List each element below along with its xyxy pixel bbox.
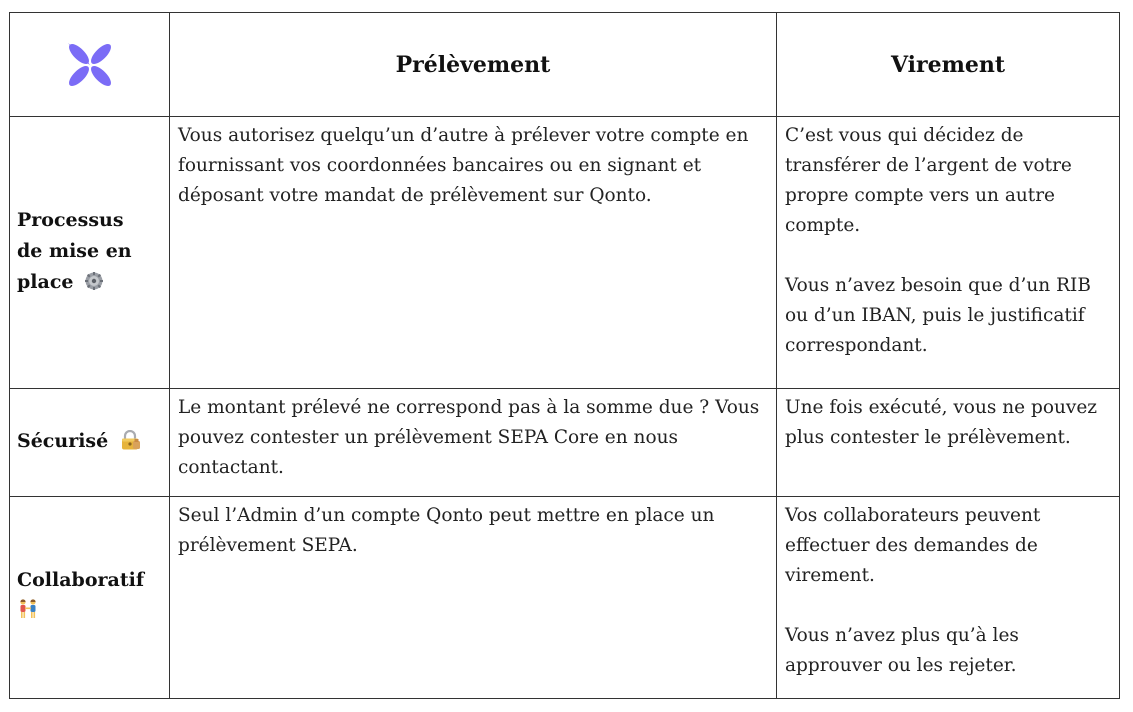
collab-virement-cell: Vos collaborateurs peuvent effectuer des demandes de virement. Vous n’avez plus qu’à les approuver ou les rejeter. [777, 497, 1120, 699]
header-prelevement: Prélèvement [170, 13, 777, 117]
collab-prelevement-cell: Seul l’Admin d’un compte Qonto peut mettre en place un prélèvement SEPA. [170, 497, 777, 699]
table-header-row [10, 13, 1120, 117]
table-row [10, 117, 1120, 389]
header-virement: Virement [777, 13, 1120, 117]
comparison-table [9, 12, 1120, 699]
secure-prelevement-cell: Le montant prélevé ne correspond pas à la somme due ? Vous pouvez contester un prélèvement SEPA Core en nous contactant. [170, 389, 777, 497]
row-label-secure: Sécurisé [10, 389, 170, 497]
setup-prelevement-cell: Vous autorisez quelqu’un d’autre à prélever votre compte en fournissant vos coordonnées bancaires ou en signant et déposant votre mandat de prélèvement sur Qonto. [170, 117, 777, 389]
row-label-collaborative: Collaboratif [10, 497, 170, 699]
table-row [10, 497, 1120, 699]
gear-icon [84, 270, 104, 301]
secure-virement-cell: Une fois exécuté, vous ne pouvez plus contester le prélèvement. [777, 389, 1120, 497]
row-label-setup-process: Processus de mise en place [10, 117, 170, 389]
padlock-icon [119, 429, 141, 460]
setup-virement-cell: C’est vous qui décidez de transférer de l’argent de votre propre compte vers un autre compte. Vous n’avez besoin que d’un RIB ou d’un IBAN, puis le justificatif correspondant. [777, 117, 1120, 389]
qonto-flower-icon [65, 40, 115, 90]
people-holding-hands-icon [17, 598, 39, 630]
table-row [10, 389, 1120, 497]
logo-cell [10, 13, 170, 117]
